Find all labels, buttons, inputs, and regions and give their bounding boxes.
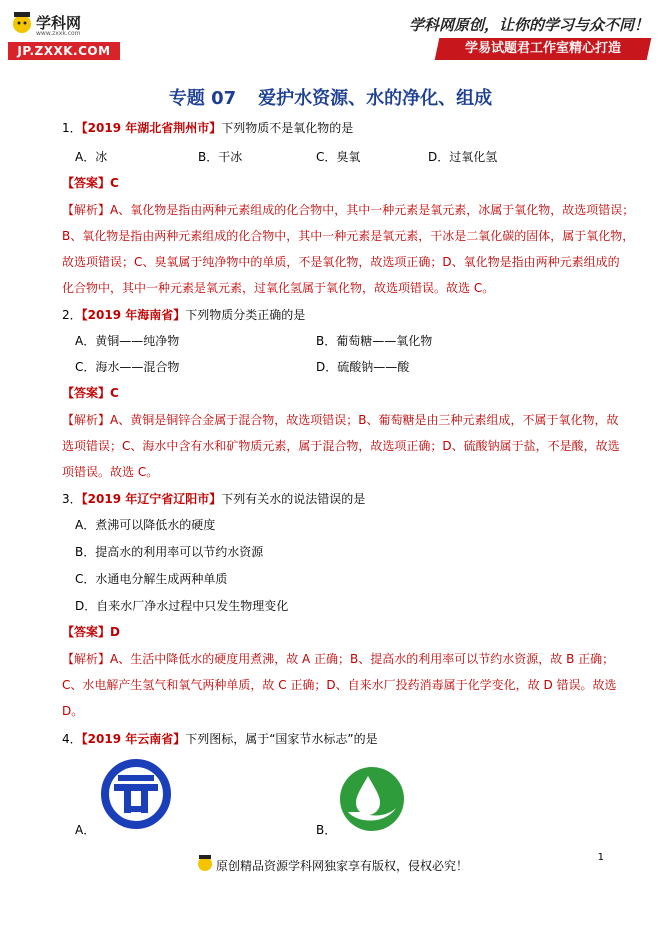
logo-subtext: www.zxxk.com	[36, 30, 81, 37]
analysis-line: 【解析】A、生活中降低水的硬度用煮沸，故 A 正确；B、提高水的利用率可以节约水资源，故 B 正确；	[62, 652, 615, 666]
answer: 【答案】D	[62, 625, 120, 639]
question-stem: 下列物质不是氧化物的是	[221, 121, 354, 135]
option: A．黄铜——纯净物	[75, 334, 180, 348]
analysis-line: C、水电解产生氢气和氧气两种单质，故 C 正确；D、自来水厂投药消毒属于化学变化，故 D 错误。故选	[62, 678, 617, 692]
option: B．葡萄糖——氧化物	[316, 334, 433, 348]
question-number: 3．	[62, 492, 82, 506]
question-4	[62, 729, 378, 749]
analysis-line: 【解析】A、氧化物是指由两种元素组成的化合物中，其中一种元素是氧元素，冰属于氧化物，故选项错误；	[62, 203, 634, 217]
question-source: 【2019 年湖北省荆州市】	[81, 121, 222, 135]
question-stem: 下列图标，属于“国家节水标志”的是	[185, 732, 378, 746]
analysis-line: 选项错误；C、海水中含有水和矿物质元素，属于混合物，故选项正确；D、硫酸钠属于盐，不是酸，故选	[62, 439, 620, 453]
title-topic: 专题 07	[168, 88, 237, 109]
option: C．水通电分解生成两种单质	[75, 572, 228, 586]
option: B．干冰	[198, 150, 243, 164]
analysis-line: 故选项错误；C、臭氧属于纯净物中的单质，不是氧化物，故选项正确；D、氧化物是指由两种元素组成的	[62, 255, 620, 269]
mascot-icon	[196, 853, 214, 873]
title-subject: 爱护水资源、水的净化、组成	[258, 88, 493, 109]
analysis-line: D。	[62, 704, 84, 718]
analysis-line: 化合物中，其中一种元素是氧元素，过氧化氢属于氧化物，故选项错误。故选 C。	[62, 281, 495, 295]
question-stem: 下列物质分类正确的是	[185, 308, 306, 322]
analysis-line: 【解析】A、黄铜是铜锌合金属于混合物，故选项错误；B、葡萄糖是由三种元素组成，不属于氧化物，故	[62, 413, 619, 427]
option: B．	[316, 823, 337, 837]
question-stem: 下列有关水的说法错误的是	[221, 492, 366, 506]
logo-text: 学科网	[36, 14, 82, 32]
question-number: 4．	[62, 732, 82, 746]
banner	[435, 38, 652, 60]
mascot-icon	[10, 10, 34, 38]
option: A．	[75, 823, 96, 837]
analysis-line: 项错误。故选 C。	[62, 465, 159, 479]
question-source: 【2019 年云南省】	[81, 732, 186, 746]
banner-text: 学易试题君工作室精心打造	[464, 41, 621, 56]
question-1	[62, 118, 353, 138]
answer: 【答案】C	[62, 386, 119, 400]
question-source: 【2019 年辽宁省辽阳市】	[81, 492, 222, 506]
slogan: 学科网原创，让你的学习与众不同！	[408, 16, 649, 34]
option: D．过氧化氢	[428, 150, 498, 164]
question-3	[62, 489, 365, 509]
question-number: 1．	[62, 121, 82, 135]
question-source: 【2019 年海南省】	[81, 308, 186, 322]
answer: 【答案】C	[62, 176, 119, 190]
analysis-line: B、氧化物是指由两种元素组成的化合物中，其中一种元素是氧元素，干冰是二氧化碳的固体，属于氧化物，	[62, 229, 634, 243]
page-title	[0, 84, 661, 110]
icon-option-a	[100, 758, 172, 830]
question-number: 2．	[62, 308, 82, 322]
option: A．煮沸可以降低水的硬度	[75, 518, 216, 532]
option: A．冰	[75, 150, 108, 164]
option: D．硫酸钠——酸	[316, 360, 410, 374]
footer-text: 原创精品资源学科网独家享有版权，侵权必究！	[216, 859, 469, 873]
option: C．臭氧	[316, 150, 361, 164]
page-number: 1	[597, 852, 604, 863]
question-2	[62, 305, 305, 325]
icon-option-b	[338, 766, 406, 832]
option: B．提高水的利用率可以节约水资源	[75, 545, 264, 559]
option: D．自来水厂净水过程中只发生物理变化	[75, 599, 289, 613]
option: C．海水——混合物	[75, 360, 180, 374]
logo	[8, 10, 120, 62]
logo-domain: JP.ZXXK.COM	[8, 42, 120, 60]
